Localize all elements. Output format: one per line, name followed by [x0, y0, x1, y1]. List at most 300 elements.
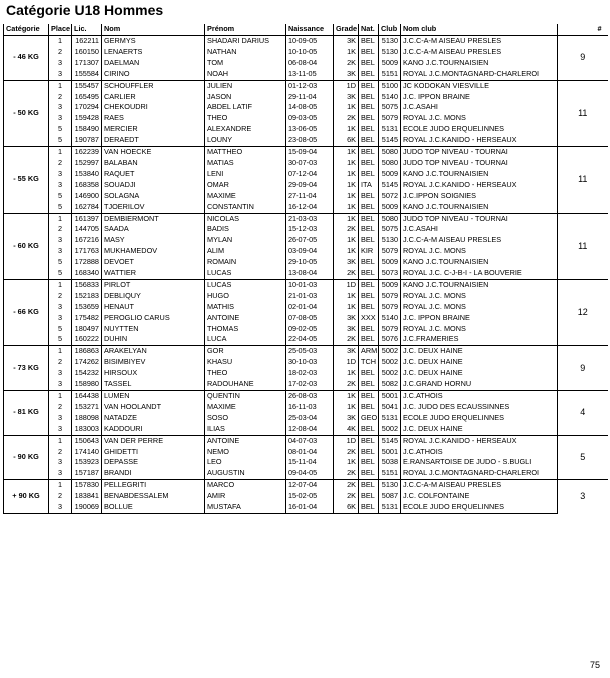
birth-cell: 18-02-03	[286, 368, 334, 379]
category-cell: - 66 KG	[4, 279, 49, 345]
place-cell: 2	[49, 357, 72, 368]
lic-cell: 152183	[72, 291, 102, 302]
birth-cell: 27-11-04	[286, 191, 334, 202]
nat-cell: BEL	[359, 334, 379, 345]
name-cell: NUYTTEN	[102, 324, 205, 335]
nat-cell: GEO	[359, 413, 379, 424]
club-cell: 5079	[379, 246, 401, 257]
nat-cell: BEL	[359, 379, 379, 390]
place-cell: 5	[49, 257, 72, 268]
firstname-cell: NICOLAS	[205, 213, 286, 224]
lic-cell: 154232	[72, 368, 102, 379]
nat-cell: KIR	[359, 246, 379, 257]
birth-cell: 09-04-05	[286, 468, 334, 479]
name-cell: WATTIER	[102, 268, 205, 279]
firstname-cell: LUCAS	[205, 279, 286, 290]
clubname-cell: ROYAL J.C. C-J-B-I - LA BOUVERIE	[401, 268, 558, 279]
nat-cell: XXX	[359, 313, 379, 324]
firstname-cell: BADIS	[205, 224, 286, 235]
table-row	[4, 468, 608, 479]
grade-cell: 1K	[334, 291, 359, 302]
grade-cell: 1K	[334, 124, 359, 135]
header-firstname: Prénom	[205, 24, 286, 36]
firstname-cell: TOM	[205, 58, 286, 69]
birth-cell: 26-07-05	[286, 235, 334, 246]
place-cell: 3	[49, 113, 72, 124]
clubname-cell: J.C.C-A-M AISEAU PRESLES	[401, 480, 558, 491]
lic-cell: 172888	[72, 257, 102, 268]
club-cell: 5076	[379, 334, 401, 345]
clubname-cell: J.C. IPPON BRAINE	[401, 313, 558, 324]
category-cell: - 55 KG	[4, 147, 49, 213]
lic-cell: 157187	[72, 468, 102, 479]
nat-cell: BEL	[359, 135, 379, 146]
header-clubname: Nom club	[401, 24, 558, 36]
clubname-cell: ROYAL J.C.KANIDO - HERSEAUX	[401, 180, 558, 191]
nat-cell: BEL	[359, 169, 379, 180]
nat-cell: BEL	[359, 69, 379, 80]
club-cell: 5080	[379, 158, 401, 169]
table-row	[4, 334, 608, 345]
lic-cell: 190069	[72, 502, 102, 513]
club-cell: 5140	[379, 92, 401, 103]
nat-cell: BEL	[359, 502, 379, 513]
grade-cell: 1K	[334, 147, 359, 158]
table-row	[4, 69, 608, 80]
birth-cell: 14-08-05	[286, 102, 334, 113]
nat-cell: BEL	[359, 268, 379, 279]
birth-cell: 21-03-03	[286, 213, 334, 224]
nat-cell: BEL	[359, 447, 379, 458]
birth-cell: 17-02-03	[286, 379, 334, 390]
clubname-cell: KANO J.C.TOURNAISIEN	[401, 279, 558, 290]
lic-cell: 183841	[72, 491, 102, 502]
clubname-cell: E.RANSARTOISE DE JUDO - S.BUGLI	[401, 457, 558, 468]
lic-cell: 150643	[72, 435, 102, 446]
clubname-cell: J.C. DEUX HAINE	[401, 346, 558, 357]
nat-cell: BEL	[359, 80, 379, 91]
club-cell: 5087	[379, 491, 401, 502]
birth-cell: 16-01-04	[286, 502, 334, 513]
header-lic: Lic.	[72, 24, 102, 36]
clubname-cell: J.C. DEUX HAINE	[401, 368, 558, 379]
clubname-cell: ECOLE JUDO ERQUELINNES	[401, 502, 558, 513]
name-cell: SOUADJI	[102, 180, 205, 191]
name-cell: GHIDETTI	[102, 447, 205, 458]
firstname-cell: ALEXANDRE	[205, 124, 286, 135]
club-cell: 5079	[379, 113, 401, 124]
club-cell: 5073	[379, 268, 401, 279]
grade-cell: 2K	[334, 58, 359, 69]
name-cell: TASSEL	[102, 379, 205, 390]
name-cell: PELLEGRITI	[102, 480, 205, 491]
clubname-cell: ROYAL J.C.MONTAGNARD-CHARLEROI	[401, 69, 558, 80]
firstname-cell: MUSTAFA	[205, 502, 286, 513]
lic-cell: 180497	[72, 324, 102, 335]
firstname-cell: ILIAS	[205, 424, 286, 435]
place-cell: 2	[49, 402, 72, 413]
grade-cell: 2K	[334, 491, 359, 502]
name-cell: HENAUT	[102, 302, 205, 313]
lic-cell: 146900	[72, 191, 102, 202]
place-cell: 3	[49, 468, 72, 479]
club-cell: 5079	[379, 324, 401, 335]
header-nat: Nat.	[359, 24, 379, 36]
club-cell: 5009	[379, 257, 401, 268]
birth-cell: 06-08-04	[286, 58, 334, 69]
grade-cell: 2K	[334, 480, 359, 491]
firstname-cell: ANTOINE	[205, 435, 286, 446]
place-cell: 5	[49, 124, 72, 135]
club-cell: 5080	[379, 213, 401, 224]
category-cell: - 90 KG	[4, 435, 49, 480]
grade-cell: 3K	[334, 413, 359, 424]
nat-cell: BEL	[359, 480, 379, 491]
clubname-cell: J.C. COLFONTAINE	[401, 491, 558, 502]
nat-cell: BEL	[359, 58, 379, 69]
table-row	[4, 102, 608, 113]
clubname-cell: ROYAL J.C.KANIDO - HERSEAUX	[401, 435, 558, 446]
nat-cell: BEL	[359, 202, 379, 213]
lic-cell: 168358	[72, 180, 102, 191]
total-count: 75	[590, 660, 601, 670]
name-cell: KADDOURI	[102, 424, 205, 435]
nat-cell: BEL	[359, 457, 379, 468]
nat-cell: BEL	[359, 147, 379, 158]
birth-cell: 29-09-04	[286, 180, 334, 191]
name-cell: NATADZE	[102, 413, 205, 424]
club-cell: 5002	[379, 368, 401, 379]
lic-cell: 186863	[72, 346, 102, 357]
club-cell: 5009	[379, 169, 401, 180]
club-cell: 5072	[379, 191, 401, 202]
place-cell: 3	[49, 424, 72, 435]
grade-cell: 3K	[334, 36, 359, 47]
name-cell: RAES	[102, 113, 205, 124]
grade-cell: 2K	[334, 268, 359, 279]
name-cell: DEVOET	[102, 257, 205, 268]
birth-cell: 02-01-04	[286, 302, 334, 313]
firstname-cell: ALIM	[205, 246, 286, 257]
place-cell: 1	[49, 213, 72, 224]
nat-cell: ARM	[359, 346, 379, 357]
birth-cell: 15-09-04	[286, 147, 334, 158]
nat-cell: BEL	[359, 36, 379, 47]
name-cell: DUHIN	[102, 334, 205, 345]
grade-cell: 1D	[334, 435, 359, 446]
clubname-cell: J.C.C-A-M AISEAU PRESLES	[401, 235, 558, 246]
table-row	[4, 313, 608, 324]
name-cell: HIRSOUX	[102, 368, 205, 379]
club-cell: 5140	[379, 313, 401, 324]
grade-cell: 3K	[334, 257, 359, 268]
grade-cell: 1D	[334, 279, 359, 290]
club-cell: 5009	[379, 279, 401, 290]
header-category: Catégorie	[4, 24, 49, 36]
club-cell: 5130	[379, 480, 401, 491]
header-birth: Naissance	[286, 24, 334, 36]
clubname-cell: KANO J.C.TOURNAISIEN	[401, 169, 558, 180]
place-cell: 3	[49, 413, 72, 424]
place-cell: 1	[49, 480, 72, 491]
clubname-cell: J.C.ASAHI	[401, 102, 558, 113]
category-cell: - 60 KG	[4, 213, 49, 279]
table-row	[4, 180, 608, 191]
table-row	[4, 402, 608, 413]
clubname-cell: JUDO TOP NIVEAU - TOURNAI	[401, 158, 558, 169]
firstname-cell: GOR	[205, 346, 286, 357]
table-row	[4, 291, 608, 302]
birth-cell: 07-08-05	[286, 313, 334, 324]
lic-cell: 158490	[72, 124, 102, 135]
clubname-cell: J.C.GRAND HORNU	[401, 379, 558, 390]
name-cell: PIRLOT	[102, 279, 205, 290]
name-cell: BOLLUE	[102, 502, 205, 513]
place-cell: 2	[49, 291, 72, 302]
clubname-cell: ROYAL J.C. MONS	[401, 291, 558, 302]
group-count: 12	[558, 279, 608, 345]
firstname-cell: AMIR	[205, 491, 286, 502]
header-club: Club	[379, 24, 401, 36]
club-cell: 5145	[379, 135, 401, 146]
clubname-cell: ECOLE JUDO ERQUELINNES	[401, 124, 558, 135]
nat-cell: BEL	[359, 124, 379, 135]
birth-cell: 21-01-03	[286, 291, 334, 302]
nat-cell: BEL	[359, 257, 379, 268]
clubname-cell: KANO J.C.TOURNAISIEN	[401, 202, 558, 213]
nat-cell: BEL	[359, 224, 379, 235]
table-row	[4, 58, 608, 69]
table-row	[4, 235, 608, 246]
table-row	[4, 491, 608, 502]
clubname-cell: J.C.C-A-M AISEAU PRESLES	[401, 36, 558, 47]
lic-cell: 174140	[72, 447, 102, 458]
table-row	[4, 92, 608, 103]
lic-cell: 155457	[72, 80, 102, 91]
table-row	[4, 302, 608, 313]
club-cell: 5130	[379, 47, 401, 58]
name-cell: RAQUET	[102, 169, 205, 180]
place-cell: 1	[49, 435, 72, 446]
grade-cell: 1K	[334, 402, 359, 413]
lic-cell: 153659	[72, 302, 102, 313]
lic-cell: 188098	[72, 413, 102, 424]
firstname-cell: ROMAIN	[205, 257, 286, 268]
category-cell: - 50 KG	[4, 80, 49, 146]
table-row	[4, 357, 608, 368]
name-cell: DEMBIERMONT	[102, 213, 205, 224]
birth-cell: 12-07-04	[286, 480, 334, 491]
place-cell: 3	[49, 313, 72, 324]
place-cell: 3	[49, 180, 72, 191]
grade-cell: 3K	[334, 313, 359, 324]
nat-cell: BEL	[359, 291, 379, 302]
place-cell: 3	[49, 69, 72, 80]
group-count: 9	[558, 346, 608, 391]
birth-cell: 13-06-05	[286, 124, 334, 135]
place-cell: 1	[49, 147, 72, 158]
birth-cell: 03-09-04	[286, 246, 334, 257]
place-cell: 3	[49, 302, 72, 313]
header-row	[4, 24, 608, 36]
birth-cell: 16-11-03	[286, 402, 334, 413]
grade-cell: 1K	[334, 246, 359, 257]
name-cell: VAN HOOLANDT	[102, 402, 205, 413]
table-row	[4, 191, 608, 202]
clubname-cell: ROYAL J.C. MONS	[401, 246, 558, 257]
clubname-cell: J.C. DEUX HAINE	[401, 357, 558, 368]
grade-cell: 4K	[334, 424, 359, 435]
category-cell: - 81 KG	[4, 391, 49, 436]
grade-cell: 3K	[334, 346, 359, 357]
grade-cell: 1K	[334, 191, 359, 202]
birth-cell: 15-11-04	[286, 457, 334, 468]
grade-cell: 6K	[334, 135, 359, 146]
group-count: 3	[558, 480, 608, 514]
name-cell: BRANDI	[102, 468, 205, 479]
clubname-cell: ROYAL J.C. MONS	[401, 324, 558, 335]
birth-cell: 08-01-04	[286, 447, 334, 458]
name-cell: VAN HOECKE	[102, 147, 205, 158]
nat-cell: BEL	[359, 368, 379, 379]
grade-cell: 1K	[334, 368, 359, 379]
grade-cell: 3K	[334, 324, 359, 335]
grade-cell: 1K	[334, 102, 359, 113]
nat-cell: BEL	[359, 191, 379, 202]
lic-cell: 162239	[72, 147, 102, 158]
nat-cell: BEL	[359, 158, 379, 169]
place-cell: 3	[49, 502, 72, 513]
grade-cell: 2K	[334, 224, 359, 235]
club-cell: 5001	[379, 391, 401, 402]
place-cell: 3	[49, 457, 72, 468]
grade-cell: 1K	[334, 169, 359, 180]
birth-cell: 29-11-04	[286, 92, 334, 103]
place-cell: 2	[49, 491, 72, 502]
club-cell: 5151	[379, 468, 401, 479]
table-row	[4, 346, 608, 357]
lic-cell: 159428	[72, 113, 102, 124]
nat-cell: BEL	[359, 47, 379, 58]
birth-cell: 04-07-03	[286, 435, 334, 446]
club-cell: 5145	[379, 180, 401, 191]
results-body	[4, 36, 608, 514]
table-row	[4, 279, 608, 290]
lic-cell: 171307	[72, 58, 102, 69]
grade-cell: 1K	[334, 457, 359, 468]
birth-cell: 13-11-05	[286, 69, 334, 80]
firstname-cell: MARCO	[205, 480, 286, 491]
lic-cell: 175482	[72, 313, 102, 324]
club-cell: 5080	[379, 147, 401, 158]
table-row	[4, 391, 608, 402]
grade-cell: 2K	[334, 468, 359, 479]
name-cell: LENAERTS	[102, 47, 205, 58]
table-row	[4, 47, 608, 58]
place-cell: 5	[49, 268, 72, 279]
group-count: 11	[558, 80, 608, 146]
clubname-cell: JC KODOKAN VIESVILLE	[401, 80, 558, 91]
nat-cell: BEL	[359, 324, 379, 335]
name-cell: CARLIER	[102, 92, 205, 103]
group-count: 11	[558, 213, 608, 279]
table-row	[4, 257, 608, 268]
name-cell: DERAEDT	[102, 135, 205, 146]
club-cell: 5041	[379, 402, 401, 413]
group-count: 4	[558, 391, 608, 436]
birth-cell: 10-10-05	[286, 47, 334, 58]
lic-cell: 167216	[72, 235, 102, 246]
name-cell: CIRINO	[102, 69, 205, 80]
name-cell: MERCIER	[102, 124, 205, 135]
grade-cell: 1K	[334, 202, 359, 213]
club-cell: 5075	[379, 224, 401, 235]
nat-cell: BEL	[359, 102, 379, 113]
name-cell: SOLAGNA	[102, 191, 205, 202]
nat-cell: BEL	[359, 468, 379, 479]
lic-cell: 153923	[72, 457, 102, 468]
nat-cell: BEL	[359, 302, 379, 313]
place-cell: 2	[49, 224, 72, 235]
table-row	[4, 435, 608, 446]
clubname-cell: J.C.ASAHI	[401, 224, 558, 235]
name-cell: DEBLIQUY	[102, 291, 205, 302]
firstname-cell: KHASU	[205, 357, 286, 368]
birth-cell: 15-02-05	[286, 491, 334, 502]
header-place: Place	[49, 24, 72, 36]
name-cell: BALABAN	[102, 158, 205, 169]
lic-cell: 160150	[72, 47, 102, 58]
birth-cell: 23-08-05	[286, 135, 334, 146]
birth-cell: 09-02-05	[286, 324, 334, 335]
table-row	[4, 480, 608, 491]
place-cell: 2	[49, 92, 72, 103]
club-cell: 5082	[379, 379, 401, 390]
place-cell: 3	[49, 169, 72, 180]
table-row	[4, 324, 608, 335]
clubname-cell: KANO J.C.TOURNAISIEN	[401, 58, 558, 69]
name-cell: TJOERILOV	[102, 202, 205, 213]
club-cell: 5002	[379, 424, 401, 435]
table-row	[4, 80, 608, 91]
birth-cell: 10-09-05	[286, 36, 334, 47]
club-cell: 5145	[379, 435, 401, 446]
nat-cell: TCH	[359, 357, 379, 368]
lic-cell: 174262	[72, 357, 102, 368]
clubname-cell: J.C.ATHOIS	[401, 447, 558, 458]
lic-cell: 157830	[72, 480, 102, 491]
table-row	[4, 502, 608, 513]
name-cell: SCHOUFFLER	[102, 80, 205, 91]
table-row	[4, 213, 608, 224]
firstname-cell: RADOUHANE	[205, 379, 286, 390]
nat-cell: BEL	[359, 491, 379, 502]
firstname-cell: QUENTIN	[205, 391, 286, 402]
place-cell: 2	[49, 47, 72, 58]
club-cell: 5009	[379, 202, 401, 213]
firstname-cell: SOSO	[205, 413, 286, 424]
name-cell: ARAKELYAN	[102, 346, 205, 357]
name-cell: VAN DER PERRE	[102, 435, 205, 446]
grade-cell: 1K	[334, 180, 359, 191]
place-cell: 3	[49, 246, 72, 257]
group-count: 9	[558, 36, 608, 81]
club-cell: 5079	[379, 302, 401, 313]
clubname-cell: JUDO TOP NIVEAU - TOURNAI	[401, 213, 558, 224]
grade-cell: 1K	[334, 235, 359, 246]
firstname-cell: MATTHEO	[205, 147, 286, 158]
place-cell: 1	[49, 279, 72, 290]
